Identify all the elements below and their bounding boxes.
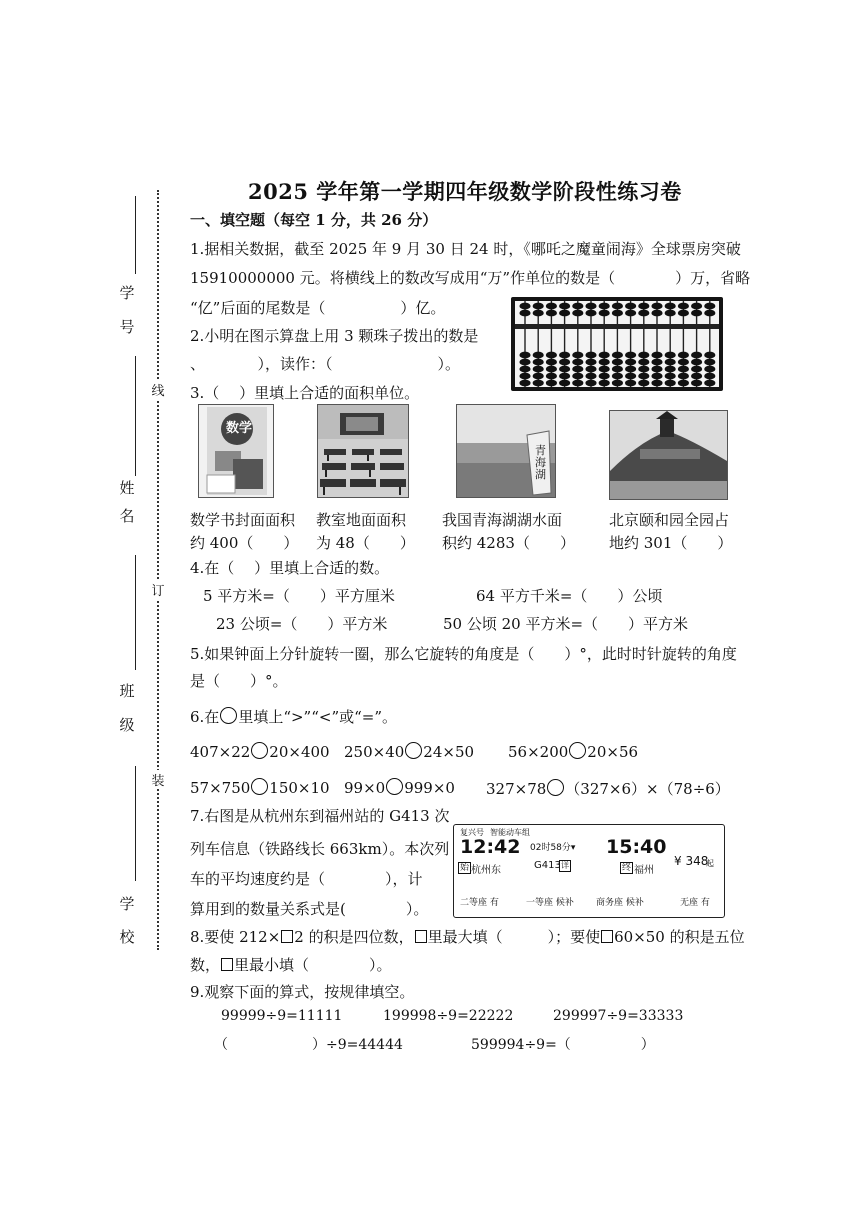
destination-station: 福州 — [634, 865, 654, 876]
q3-caption-line2: 积约 4283（ ） — [442, 534, 575, 552]
q7-line4: 算用到的数量关系式是( ）。 — [190, 900, 429, 918]
abacus-bead — [638, 303, 649, 310]
train-number: G413 — [534, 860, 561, 871]
abacus-bead — [585, 310, 596, 317]
q4-item: 23 公顷=（ ）平方米 — [216, 615, 388, 633]
abacus-bead — [533, 373, 544, 380]
compare-circle[interactable] — [547, 779, 564, 796]
q9-equation: 299997÷9=33333 — [553, 1008, 684, 1024]
dotted-label: 线 — [150, 380, 166, 399]
abacus-bead — [572, 310, 583, 317]
abacus-bead — [599, 352, 610, 359]
abacus-bead — [651, 373, 662, 380]
abacus-bead — [599, 380, 610, 387]
q9-stem: 9.观察下面的算式，按规律填空。 — [190, 983, 415, 1001]
q3-caption-line1: 教室地面面积 — [316, 511, 407, 529]
seat-standing[interactable]: 无座 有 — [680, 898, 710, 908]
compare-circle[interactable] — [569, 742, 586, 759]
q3-caption-line2: 为 48（ ） — [316, 534, 415, 552]
summer-palace-photo — [609, 410, 728, 500]
abacus-bead — [665, 366, 676, 373]
q1-line1: 1.据相关数据，截至 2025 年 9 月 30 日 24 时，《哪吒之魔童闹海》全球票房突破 — [190, 240, 741, 258]
q4-item: 50 公顷 20 平方米=（ ）平方米 — [443, 615, 689, 633]
q6-expr — [344, 778, 455, 797]
abacus-bead — [625, 303, 636, 310]
lake-sign-text: 青海湖 — [535, 444, 546, 481]
abacus-bead — [704, 303, 715, 310]
book-cover-text: 数学 — [226, 421, 253, 436]
abacus-bead — [691, 366, 702, 373]
abacus-bead — [559, 359, 570, 366]
abacus-bead — [612, 380, 623, 387]
binding-dotted-line — [157, 190, 159, 950]
name-line[interactable] — [135, 356, 136, 476]
abacus-bead — [704, 373, 715, 380]
abacus-bead — [612, 366, 623, 373]
expr-left: 99×0 — [344, 779, 386, 797]
seat-first-class[interactable]: 一等座 候补 — [526, 898, 574, 908]
abacus-bead — [665, 359, 676, 366]
abacus-bead — [625, 366, 636, 373]
origin-badge: 始 — [460, 863, 470, 873]
abacus-bead — [612, 310, 623, 317]
abacus-bead — [691, 352, 702, 359]
abacus-bead — [704, 359, 715, 366]
abacus-bead — [651, 359, 662, 366]
q6-stem-b: 里填上“>”“<”或“=”。 — [238, 708, 398, 726]
q6-stem — [190, 706, 397, 727]
q3-caption-line2: 地约 301（ ） — [609, 534, 733, 552]
q4-item: 64 平方千米=（ ）公顷 — [476, 587, 663, 605]
abacus-bead — [572, 373, 583, 380]
q3-stem: 3.（ ）里填上合适的面积单位。 — [190, 384, 420, 402]
abacus-bead — [519, 366, 530, 373]
abacus-bead — [665, 303, 676, 310]
train-ticket-card — [453, 824, 725, 918]
ticket-price: ¥ 348 — [674, 854, 709, 868]
abacus-bead — [519, 359, 530, 366]
abacus-bead — [572, 366, 583, 373]
expr-left: 327×78 — [486, 780, 547, 798]
abacus-bead — [533, 359, 544, 366]
abacus-bead — [585, 352, 596, 359]
abacus-bead — [651, 310, 662, 317]
q6-stem-a: 6.在 — [190, 708, 220, 726]
compare-circle[interactable] — [251, 742, 268, 759]
expr-right: 20×56 — [587, 743, 639, 761]
abacus-bead — [559, 380, 570, 387]
abacus-bead — [651, 366, 662, 373]
q6-expr — [344, 742, 474, 761]
abacus-bead — [599, 359, 610, 366]
abacus-bead — [665, 373, 676, 380]
expr-left: 407×22 — [190, 743, 251, 761]
abacus-image — [511, 297, 723, 391]
dotted-label: 订 — [150, 580, 166, 599]
trip-duration: 02时58分▾ — [530, 843, 576, 853]
abacus-bead — [625, 380, 636, 387]
abacus-bead — [678, 359, 689, 366]
abacus-bead — [519, 303, 530, 310]
abacus-bead — [704, 310, 715, 317]
margin-label: 学 — [119, 895, 135, 913]
q8-text: 8.要使 212× — [190, 928, 281, 946]
compare-circle[interactable] — [386, 778, 403, 795]
q6-expr — [190, 778, 330, 797]
compare-circle[interactable] — [405, 742, 422, 759]
abacus-bead — [599, 303, 610, 310]
margin-label: 号 — [119, 318, 135, 336]
blank-box[interactable] — [281, 930, 293, 943]
q8-text: 数， — [190, 956, 221, 974]
abacus-bead — [519, 310, 530, 317]
abacus-bead — [704, 352, 715, 359]
abacus-bead — [546, 373, 557, 380]
q3-caption-line2: 约 400（ ） — [190, 534, 299, 552]
abacus-bead — [638, 310, 649, 317]
margin-label: 级 — [119, 716, 135, 734]
abacus-bead — [678, 303, 689, 310]
q5-line1: 5.如果钟面上分针旋转一圈，那么它旋转的角度是（ ）°，此时时针旋转的角度 — [190, 645, 737, 663]
abacus-bead — [691, 303, 702, 310]
abacus-bead — [585, 373, 596, 380]
abacus-bead — [678, 366, 689, 373]
abacus-bead — [533, 380, 544, 387]
q8-line2 — [190, 954, 392, 975]
abacus-bead — [678, 352, 689, 359]
abacus-bead — [533, 366, 544, 373]
abacus-bead — [519, 352, 530, 359]
abacus-bead — [572, 352, 583, 359]
abacus-bead — [559, 352, 570, 359]
abacus-bead — [599, 366, 610, 373]
expr-left: 56×200 — [508, 743, 569, 761]
abacus-bead — [546, 366, 557, 373]
expr-right: 150×10 — [269, 779, 330, 797]
q8-line1 — [190, 926, 745, 947]
q5-line2: 是（ ）°。 — [190, 672, 288, 690]
blank-box[interactable] — [601, 930, 613, 943]
seat-second-class[interactable]: 二等座 有 — [460, 898, 499, 908]
abacus-bead — [691, 380, 702, 387]
blank-box[interactable] — [221, 958, 233, 971]
abacus-bead — [533, 310, 544, 317]
blank-box[interactable] — [415, 930, 427, 943]
abacus-bead — [704, 366, 715, 373]
qinghai-lake-photo — [456, 404, 556, 498]
margin-label: 班 — [119, 682, 135, 700]
abacus-bead — [638, 373, 649, 380]
abacus-bead — [612, 359, 623, 366]
card-head-left: 复兴号 — [460, 828, 484, 837]
abacus-bead — [625, 352, 636, 359]
q6-expr — [190, 742, 330, 761]
abacus-bead — [612, 303, 623, 310]
abacus-bead — [691, 359, 702, 366]
compare-circle[interactable] — [251, 778, 268, 795]
school-line[interactable] — [135, 766, 136, 881]
abacus-bead — [533, 352, 544, 359]
depart-time: 12:42 — [460, 836, 521, 858]
q8-text: 里最小填（ ）。 — [234, 956, 392, 974]
abacus-bead — [638, 366, 649, 373]
compare-circle — [220, 707, 237, 724]
abacus-bead — [585, 366, 596, 373]
abacus-bead — [625, 310, 636, 317]
abacus-bead — [665, 352, 676, 359]
abacus-bead — [638, 352, 649, 359]
price-suffix: 起 — [706, 859, 714, 868]
train-detail-tag[interactable]: 详 — [561, 861, 569, 870]
margin-label: 姓 — [119, 479, 135, 497]
q4-item: 5 平方米=（ ）平方厘米 — [203, 587, 395, 605]
q4-stem: 4.在（ ）里填上合适的数。 — [190, 559, 390, 577]
abacus-bead — [665, 380, 676, 387]
abacus-bead — [678, 310, 689, 317]
q8-text: 里最大填（ ）；要使 — [427, 928, 601, 946]
abacus-bead — [585, 303, 596, 310]
expr-right: 20×400 — [269, 743, 330, 761]
q8-text: 2 的积是四位数， — [294, 928, 414, 946]
q9-equation: 99999÷9=11111 — [221, 1008, 343, 1024]
abacus-bead — [678, 373, 689, 380]
abacus-bead — [546, 303, 557, 310]
origin-station: 杭州东 — [471, 865, 501, 876]
abacus-bead — [572, 380, 583, 387]
q7-line1: 7.右图是从杭州东到福州站的 G413 次 — [190, 807, 450, 825]
q3-caption-line1: 我国青海湖湖水面 — [442, 511, 563, 529]
margin-label: 学 — [119, 284, 135, 302]
abacus-bead — [665, 310, 676, 317]
abacus-bead — [519, 373, 530, 380]
destination-badge: 终 — [622, 863, 632, 873]
arrive-time: 15:40 — [606, 836, 667, 858]
abacus-bead — [546, 310, 557, 317]
abacus-bead — [638, 380, 649, 387]
abacus-bead — [546, 352, 557, 359]
card-head-right: 智能动车组 — [490, 828, 530, 837]
abacus-bead — [599, 373, 610, 380]
student-id-line[interactable] — [135, 196, 136, 274]
section-heading: 一、填空题（每空 1 分，共 26 分） — [190, 211, 438, 229]
q3-caption-line1: 数学书封面面积 — [190, 511, 296, 529]
class-line[interactable] — [135, 555, 136, 670]
q6-expr — [486, 778, 730, 799]
abacus-bead — [546, 380, 557, 387]
abacus-bead — [651, 352, 662, 359]
abacus-bead — [533, 303, 544, 310]
abacus-bead — [651, 303, 662, 310]
abacus-bead — [691, 310, 702, 317]
classroom-photo — [317, 404, 409, 498]
abacus-bead — [704, 380, 715, 387]
abacus-bead — [651, 380, 662, 387]
abacus-bead — [559, 303, 570, 310]
abacus-bead — [572, 303, 583, 310]
expr-right: 24×50 — [423, 743, 475, 761]
expr-right: （327×6）×（78÷6） — [565, 780, 730, 798]
abacus-drawing — [511, 297, 723, 391]
margin-label: 校 — [119, 928, 135, 946]
q6-expr — [508, 742, 638, 761]
expr-left: 250×40 — [344, 743, 405, 761]
abacus-beam — [515, 324, 719, 329]
abacus-bead — [691, 373, 702, 380]
q1-line2: 15910000000 元。将横线上的数改写成用“万”作单位的数是（ ）万，省略 — [190, 269, 751, 287]
abacus-bead — [559, 366, 570, 373]
expr-left: 57×750 — [190, 779, 251, 797]
abacus-bead — [638, 359, 649, 366]
q2-line2: 、 ），读作：（ ）。 — [190, 355, 461, 373]
abacus-bead — [625, 359, 636, 366]
abacus-bead — [559, 310, 570, 317]
abacus-bead — [585, 359, 596, 366]
abacus-bead — [585, 380, 596, 387]
abacus-bead — [678, 380, 689, 387]
expr-right: 999×0 — [404, 779, 455, 797]
abacus-bead — [612, 373, 623, 380]
abacus-bead — [519, 380, 530, 387]
q7-line3: 车的平均速度约是（ ），计 — [190, 870, 423, 888]
q7-line2: 列车信息（铁路线长 663km）。本次列 — [190, 840, 450, 858]
seat-business-class[interactable]: 商务座 候补 — [596, 898, 644, 908]
abacus-bead — [559, 373, 570, 380]
dotted-label: 装 — [150, 770, 166, 789]
q3-caption-line1: 北京颐和园全园占 — [609, 511, 730, 529]
q9-equation: （ ）÷9=44444 — [214, 1037, 403, 1053]
q9-equation: 199998÷9=22222 — [383, 1008, 514, 1024]
q1-line3: “亿”后面的尾数是（ ）亿。 — [190, 299, 446, 317]
margin-label: 名 — [119, 507, 135, 525]
abacus-bead — [599, 310, 610, 317]
math-book-photo — [198, 404, 274, 498]
abacus-bead — [546, 359, 557, 366]
abacus-bead — [572, 359, 583, 366]
q8-text: 60×50 的积是五位 — [614, 928, 745, 946]
abacus-bead — [612, 352, 623, 359]
q9-equation: 599994÷9=（ ） — [471, 1037, 655, 1053]
abacus-bead — [625, 373, 636, 380]
q2-line1: 2.小明在图示算盘上用 3 颗珠子拨出的数是 — [190, 327, 479, 345]
page-title: 2025 学年第一学期四年级数学阶段性练习卷 — [248, 179, 682, 204]
